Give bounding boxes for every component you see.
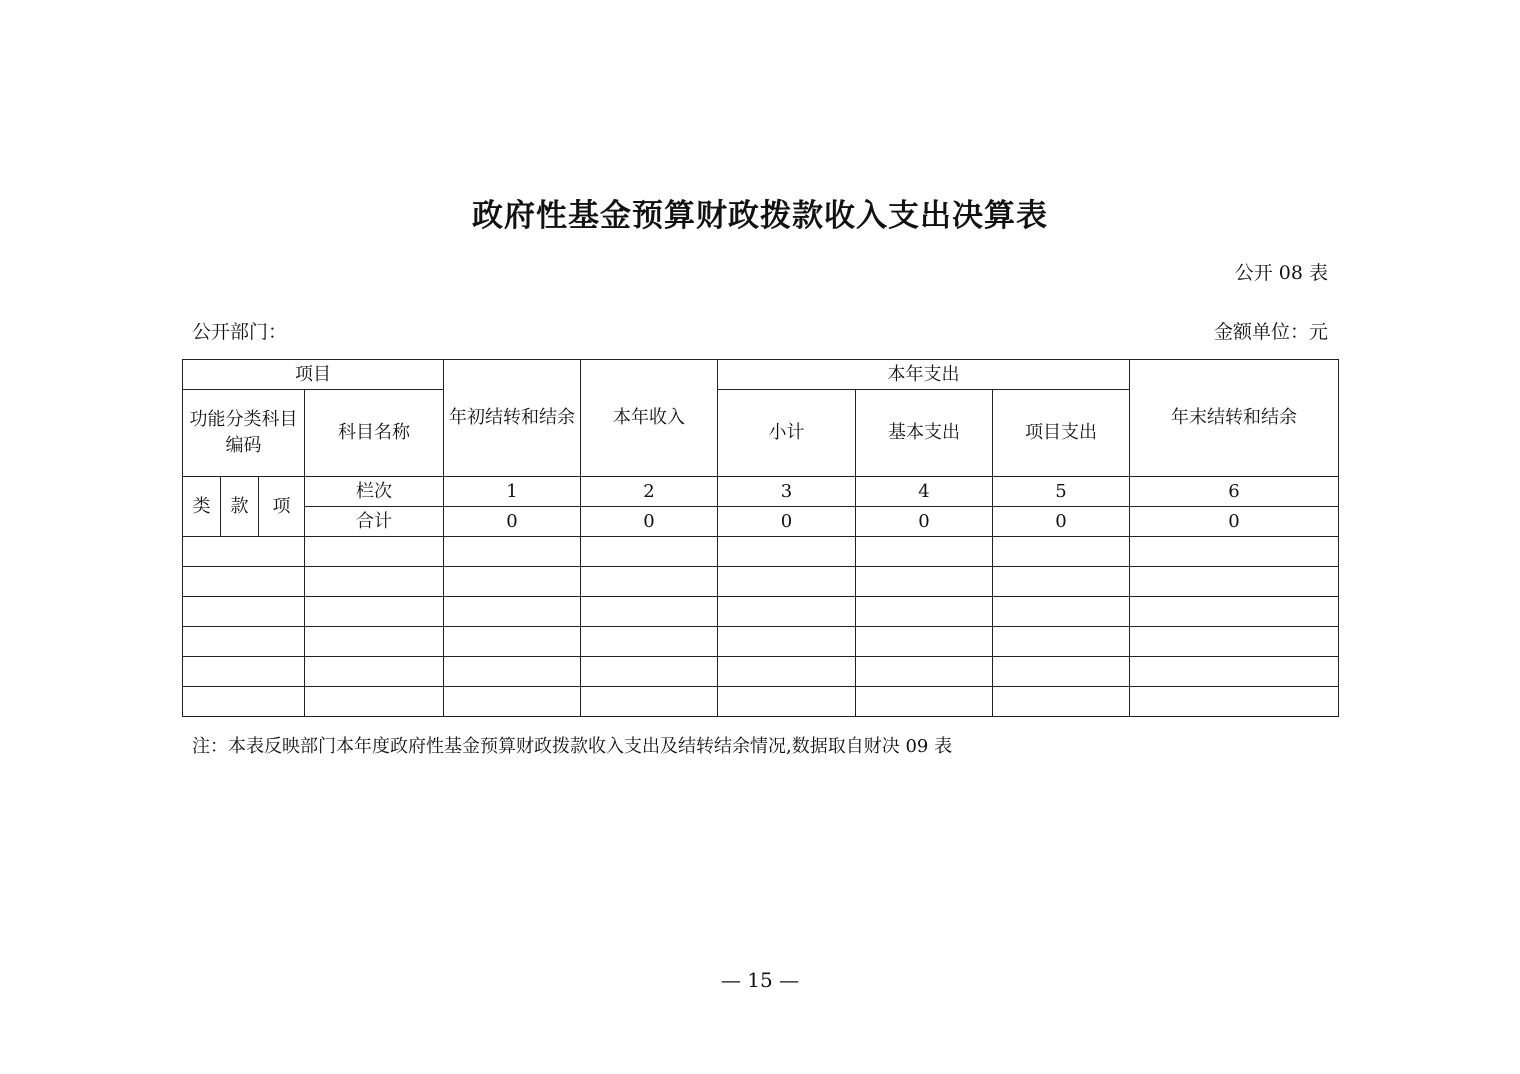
header-xiang: 项 (259, 477, 305, 537)
header-subtotal: 小计 (718, 390, 856, 477)
unit-label: 金额单位：元 (1213, 321, 1328, 343)
department-label: 公开部门： (192, 321, 288, 343)
header-lei: 类 (183, 477, 221, 537)
header-end-balance: 年末结转和结余 (1130, 360, 1339, 477)
column-number-cell: 5 (993, 477, 1130, 507)
column-number-cell: 4 (856, 477, 993, 507)
header-begin-balance: 年初结转和结余 (444, 360, 581, 477)
empty-row (183, 537, 1339, 567)
column-number-cell: 3 (718, 477, 856, 507)
budget-table (182, 359, 1339, 717)
column-number-cell: 2 (581, 477, 718, 507)
empty-row (183, 627, 1339, 657)
page-number: — 15 — (720, 968, 800, 992)
table-note: 注：本表反映部门本年度政府性基金预算财政拨款收入支出及结转结余情况,数据取自财决 09 表 (192, 736, 953, 757)
table-number: 公开 08 表 (1234, 262, 1328, 284)
column-number-row (183, 477, 1339, 507)
empty-row (183, 687, 1339, 717)
total-cell: 0 (1130, 507, 1339, 537)
header-project: 项目 (183, 360, 444, 390)
header-income: 本年收入 (581, 360, 718, 477)
total-cell: 0 (444, 507, 581, 537)
header-expense: 本年支出 (718, 360, 1130, 390)
empty-row (183, 597, 1339, 627)
total-cell: 0 (993, 507, 1130, 537)
column-number-label: 栏次 (305, 477, 444, 507)
header-basic-expense: 基本支出 (856, 390, 993, 477)
total-row (183, 507, 1339, 537)
empty-row (183, 567, 1339, 597)
total-cell: 0 (718, 507, 856, 537)
total-cell: 0 (581, 507, 718, 537)
header-func-code: 功能分类科目编码 (183, 390, 305, 477)
page-title: 政府性基金预算财政拨款收入支出决算表 (472, 198, 1048, 234)
total-cell: 0 (856, 507, 993, 537)
header-subject-name: 科目名称 (305, 390, 444, 477)
header-kuan: 款 (221, 477, 259, 537)
column-number-cell: 6 (1130, 477, 1339, 507)
header-row-1 (183, 360, 1339, 390)
column-number-cell: 1 (444, 477, 581, 507)
header-project-expense: 项目支出 (993, 390, 1130, 477)
total-label: 合计 (305, 507, 444, 537)
empty-row (183, 657, 1339, 687)
